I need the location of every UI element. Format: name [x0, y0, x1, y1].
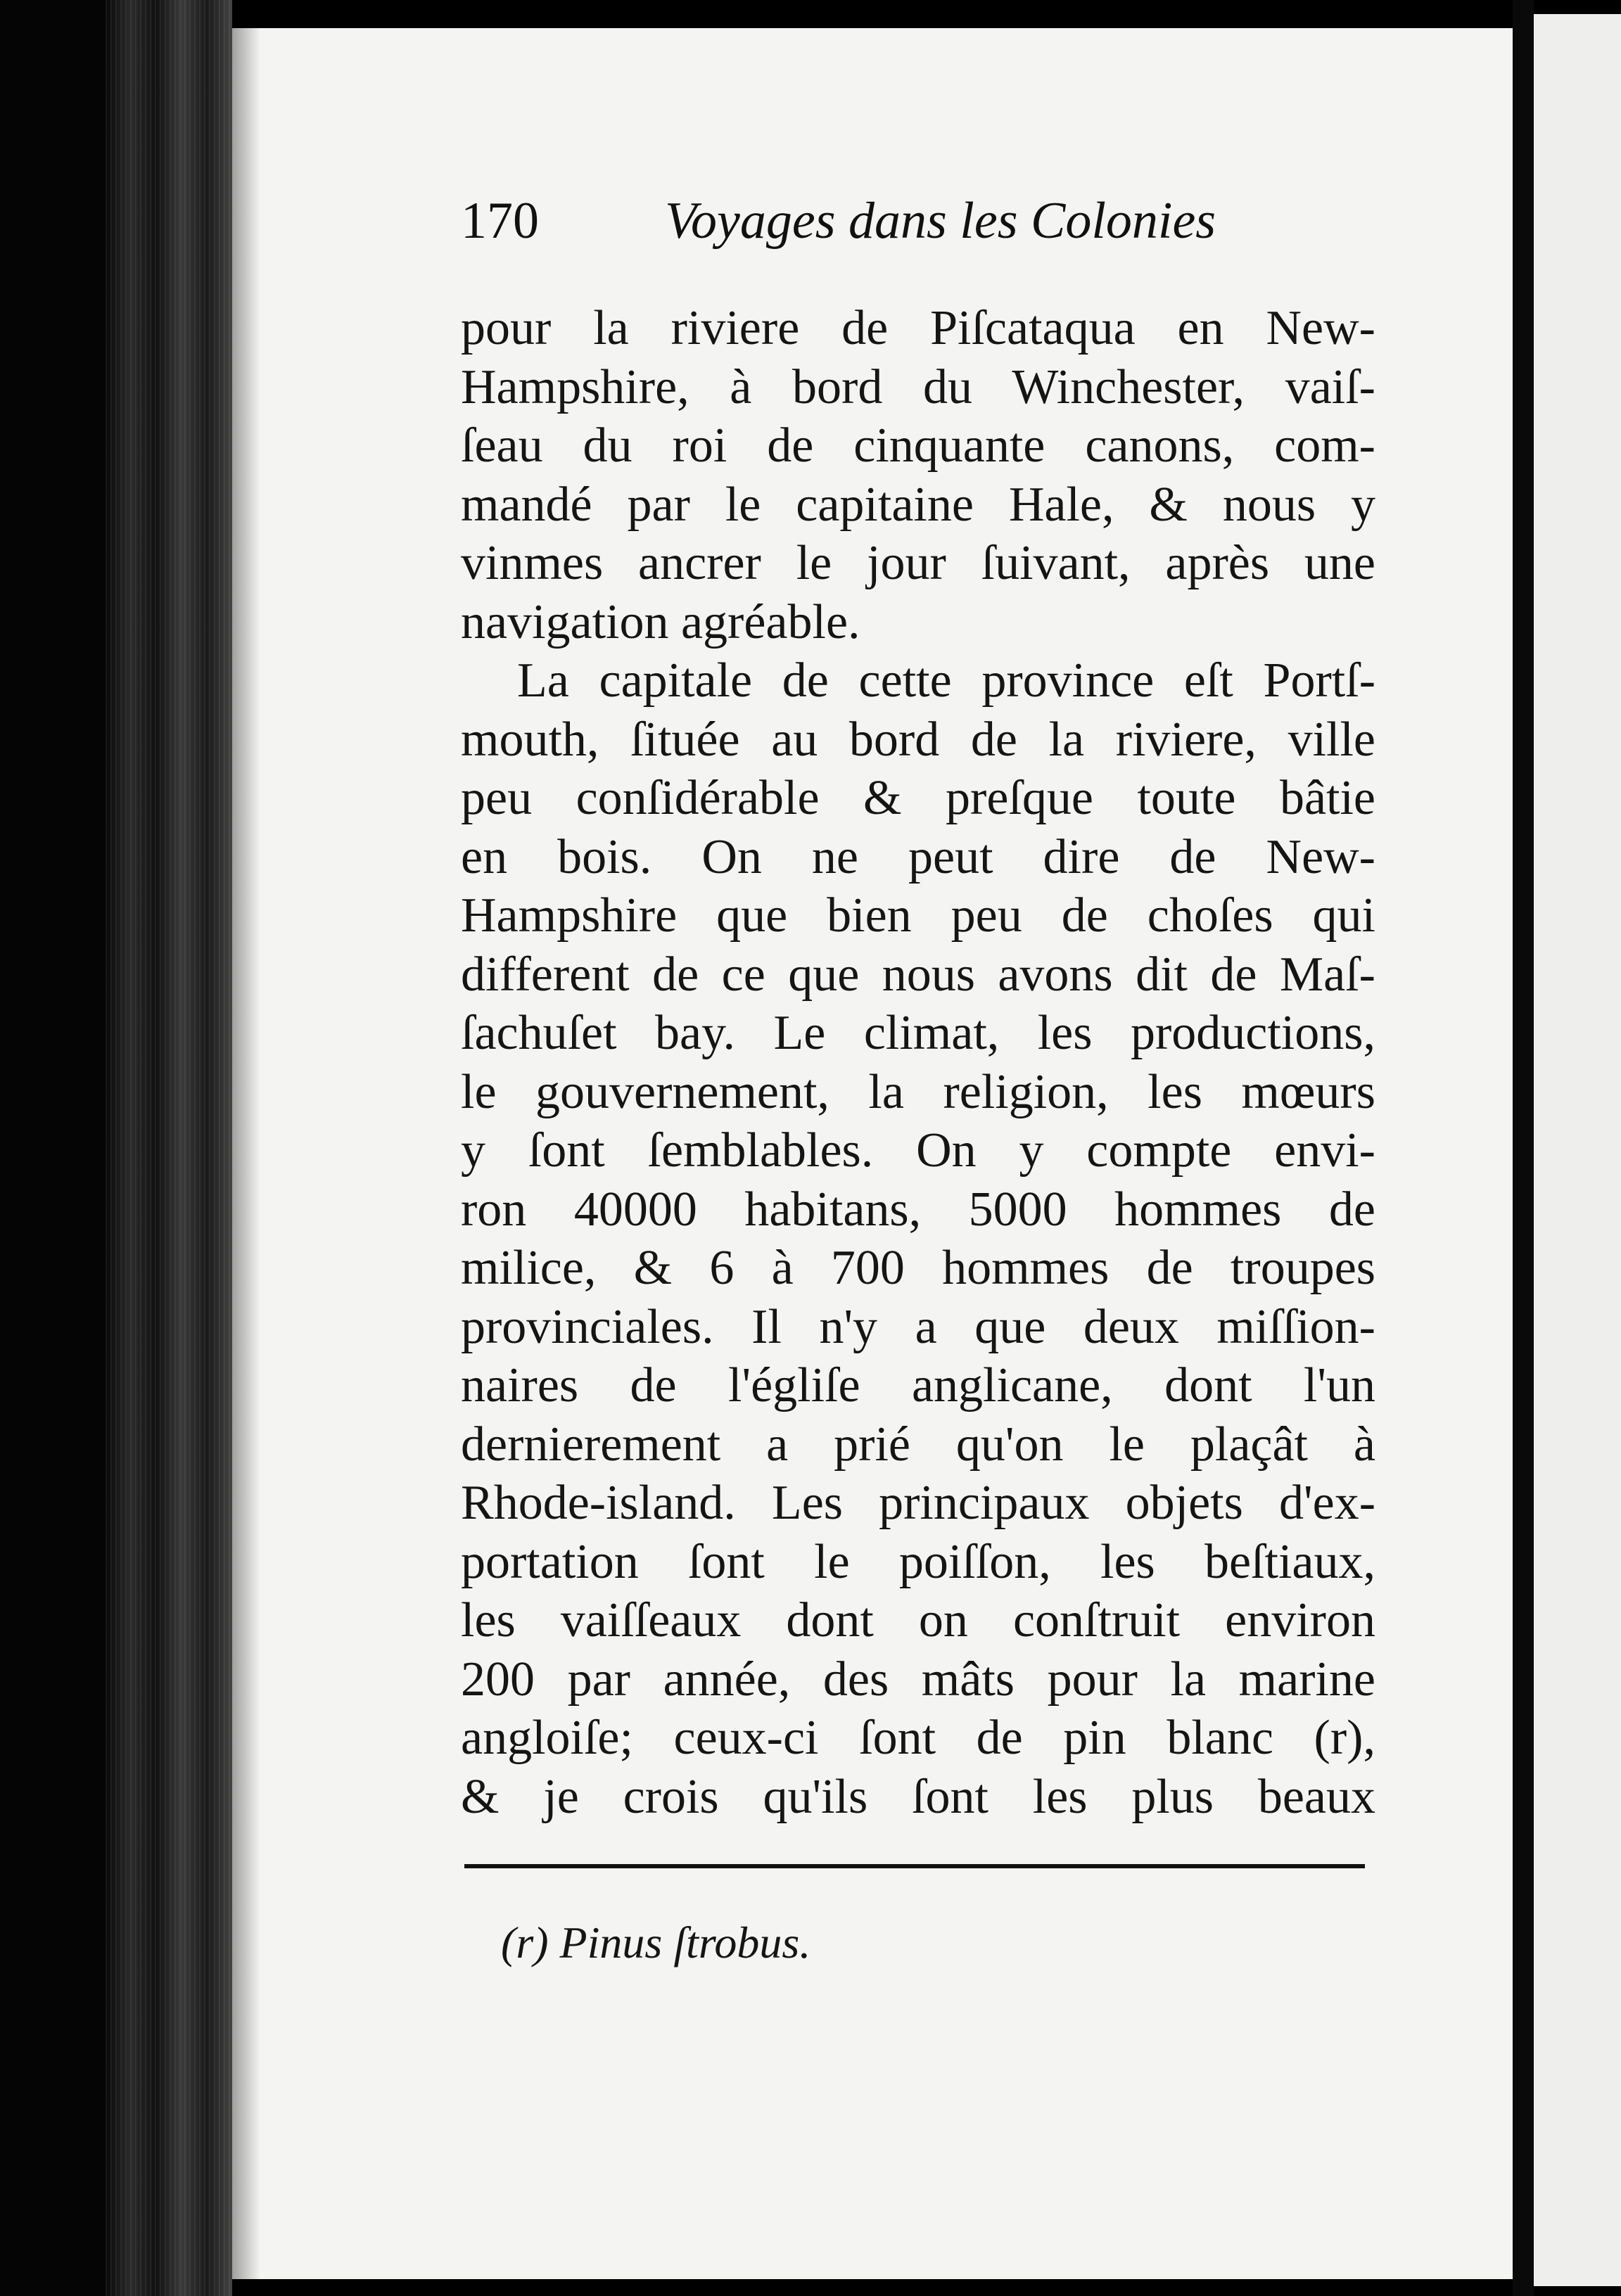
text-line: peu conſidérable & preſque toute bâtie: [461, 771, 1375, 825]
scan-margin: [0, 0, 106, 2296]
running-title: Voyages dans les Colonies: [665, 192, 1216, 250]
body-text: [461, 299, 1375, 1826]
text-line: naires de l'égliſe anglicane, dont l'un: [461, 1358, 1375, 1412]
text-line: portation ſont le poiſſon, les beſtiaux,: [461, 1534, 1375, 1589]
text-line: pour la riviere de Piſcataqua en New-: [461, 301, 1375, 355]
text-line: Hampshire que bien peu de choſes qui: [461, 888, 1375, 943]
text-line: La capitale de cette province eſt Portſ-: [517, 653, 1375, 708]
text-line: different de ce que nous avons dit de Maſ-: [461, 947, 1375, 1002]
text-line: mandé par le capitaine Hale, & nous y: [461, 477, 1375, 532]
text-line: dernierement a prié qu'on le plaçât à: [461, 1417, 1375, 1472]
text-line: y ſont ſemblables. On y compte envi-: [461, 1123, 1375, 1178]
facing-page-edge: [1534, 14, 1621, 2286]
text-line: en bois. On ne peut dire de New-: [461, 829, 1375, 884]
text-line: ſeau du roi de cinquante canons, com-: [461, 419, 1375, 473]
text-line: angloiſe; ceux-ci ſont de pin blanc (r),: [461, 1711, 1375, 1765]
running-head: [461, 191, 1375, 255]
page-gap: [1513, 0, 1534, 2296]
text-line: ſachuſet bay. Le climat, les productions,: [461, 1006, 1375, 1060]
text-line: vinmes ancrer le jour ſuivant, après une: [461, 536, 1375, 590]
text-line: milice, & 6 à 700 hommes de troupes: [461, 1241, 1375, 1295]
gutter-shadow: [232, 28, 260, 2279]
footnote-rule: [464, 1864, 1365, 1868]
text-line: mouth, ſituée au bord de la riviere, ville: [461, 712, 1375, 767]
text-line: Rhode-island. Les principaux objets d'ex-: [461, 1476, 1375, 1530]
text-line: 200 par année, des mâts pour la marine: [461, 1652, 1375, 1707]
text-line: le gouvernement, la religion, les mœurs: [461, 1064, 1375, 1119]
text-line: ron 40000 habitans, 5000 hommes de: [461, 1182, 1375, 1237]
page-number: 170: [461, 192, 539, 250]
text-line: & je crois qu'ils ſont les plus beaux: [461, 1769, 1375, 1824]
text-line: navigation agréable.: [461, 594, 860, 649]
text-line: Hampshire, à bord du Winchester, vaiſ-: [461, 359, 1375, 414]
text-line: les vaiſſeaux dont on conſtruit environ: [461, 1593, 1375, 1647]
text-line: provinciales. Il n'y a que deux miſſion-: [461, 1299, 1375, 1354]
book-page-edges: [106, 0, 232, 2296]
footnote: (r) Pinus ſtrobus.: [501, 1918, 811, 1967]
